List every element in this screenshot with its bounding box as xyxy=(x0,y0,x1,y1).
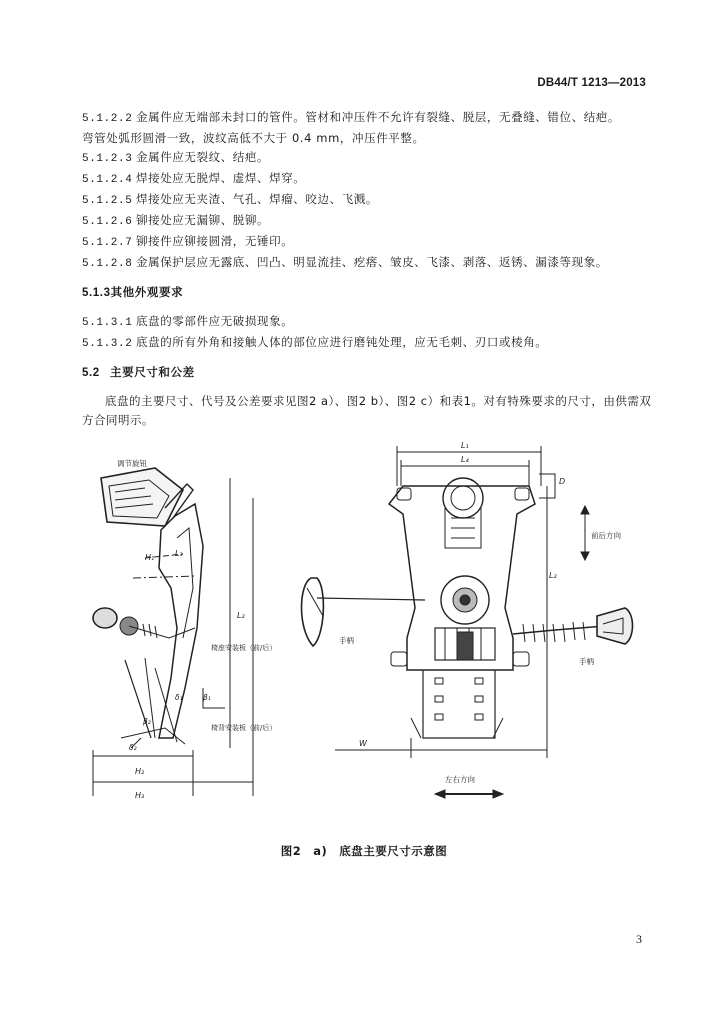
section-5-2-heading: 5.2 主要尺寸和公差 xyxy=(82,365,195,379)
label-back-plate: 椅背安装板（前/后） xyxy=(211,724,277,732)
label-H3: H₃ xyxy=(135,791,145,800)
label-b2: β₂ xyxy=(143,717,151,726)
standard-id: DB44/T 1213—2013 xyxy=(537,77,646,89)
label-adjust-knob: 调节旋钮 xyxy=(117,459,147,468)
label-front-back: 前后方向 xyxy=(591,531,621,540)
clause-5-1-2-4: 5.1.2.4 焊接处应无脱焊、虚焊、焊穿。 xyxy=(82,171,306,186)
label-H2: H₂ xyxy=(135,767,145,776)
label-d1: δ₁ xyxy=(175,693,183,702)
clause-5-1-2-3: 5.1.2.3 金属件应无裂纹、结疤。 xyxy=(82,150,270,165)
figure-caption xyxy=(0,843,728,859)
clause-5-1-2-6: 5.1.2.6 铆接处应无漏铆、脱铆。 xyxy=(82,213,270,228)
label-b1: β₁ xyxy=(203,693,211,702)
clause-5-1-3-2: 5.1.3.2 底盘的所有外角和接触人体的部位应进行磨钝处理，应无毛刺、刃口或棱角。 xyxy=(82,335,548,350)
caption-sub: a) xyxy=(313,844,328,858)
label-D: D xyxy=(559,477,566,486)
dimensions-paragraph: 底盘的主要尺寸、代号及公差要求见图2 a）、图2 b）、图2 c）和表1。对有特殊要求的尺寸，由供需双方合同明示。 xyxy=(82,394,652,427)
label-H1: H₁ xyxy=(145,553,155,562)
clause-5-1-2-8: 5.1.2.8 金属保护层应无露底、凹凸、明显流挂、疙瘩、皱皮、飞漆、剥落、返锈、漏漆等现象。 xyxy=(82,255,608,270)
clause-5-1-2-2: 5.1.2.2 金属件应无端部未封口的管件。管材和冲压件不允许有裂缝、脱层，无叠缝、错位、结疤。 xyxy=(82,110,620,125)
label-handle-left: 手柄 xyxy=(339,636,354,645)
label-L4: L₄ xyxy=(461,455,469,464)
page-number: 3 xyxy=(636,932,642,946)
label-L3: L₃ xyxy=(175,549,183,558)
label-L1: L₁ xyxy=(461,441,469,450)
clause-5-1-2-5: 5.1.2.5 焊接处应无夹渣、气孔、焊瘤、咬边、飞溅。 xyxy=(82,192,378,207)
clause-5-1-3-1: 5.1.3.1 底盘的零部件应无破损现象。 xyxy=(82,314,294,329)
chassis-dimension-figure xyxy=(85,438,645,810)
label-front-L2: L₂ xyxy=(549,571,557,580)
label-L2: L₂ xyxy=(237,611,245,620)
section-5-1-3-heading: 5.1.3其他外观要求 xyxy=(82,285,184,299)
clause-5-1-2-2-cont: 弯管处弧形圆滑一致，波纹高低不大于 0.4 mm，冲压件平整。 xyxy=(82,131,425,145)
label-left-right: 左右方向 xyxy=(445,775,475,784)
clause-5-1-2-7: 5.1.2.7 铆接件应铆接圆滑，无锤印。 xyxy=(82,234,294,249)
front-view-drawing xyxy=(302,446,633,798)
label-handle-right: 手柄 xyxy=(579,657,594,666)
caption-figure-number: 图2 xyxy=(280,844,302,858)
label-d2: δ₂ xyxy=(129,743,137,752)
side-view-drawing xyxy=(93,468,253,796)
label-W: W xyxy=(359,739,367,748)
document-body xyxy=(82,108,652,430)
label-seat-plate: 椅座安装板（前/后） xyxy=(211,644,277,652)
caption-title: 底盘主要尺寸示意图 xyxy=(339,844,448,858)
